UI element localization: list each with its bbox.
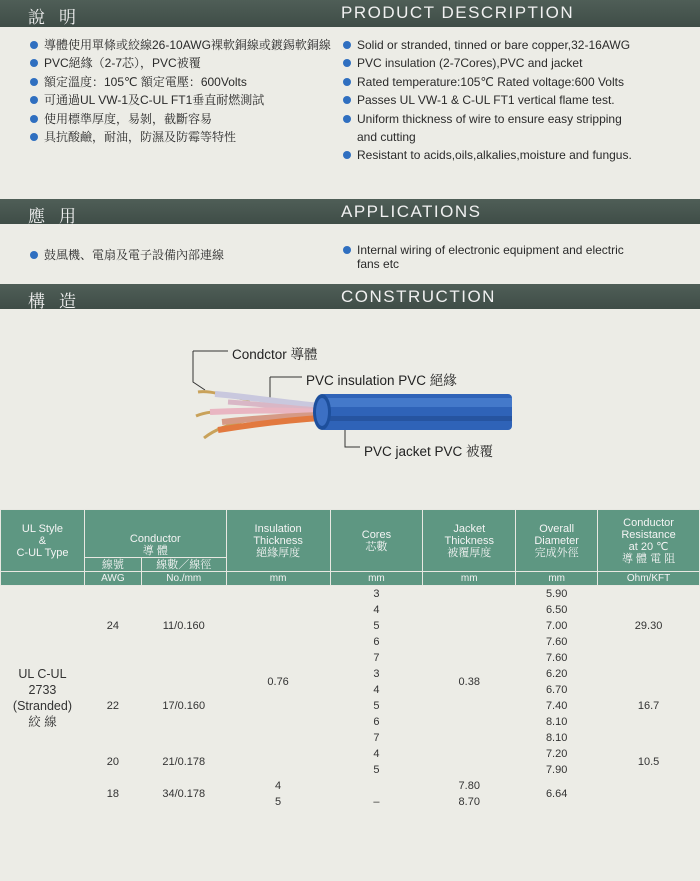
bullet-icon [30,251,38,259]
jacket-dash-cell: – [373,796,380,808]
bullet-icon [343,59,351,67]
applications-title-en: APPLICATIONS [341,202,482,221]
bullet-icon [30,133,38,141]
unit-diameter: mm [516,572,598,586]
insulation-label: PVC insulation PVC 絕緣 [306,373,457,388]
cores-cell: 5 [275,796,282,808]
cores-cell: 7 [373,732,380,744]
description-zh-item [30,73,331,91]
header-jacket: Jacket Thickness 被覆厚度 [423,510,516,572]
diameter-cell: 8.10 [545,732,568,744]
bullet-icon [343,41,351,49]
description-en-text: PVC insulation (2-7Cores),PVC and jacket [357,56,583,71]
strands-cell: 17/0.160 [162,700,206,712]
table-row [1,586,700,603]
description-zh-text: PVC絕緣（2-7芯），PVC被覆 [44,56,201,71]
cores-cell: 4 [373,748,380,760]
gauge-cell: 22 [106,700,119,712]
description-zh-list [30,36,331,146]
description-en-item [343,110,632,128]
applications-zh-text: 鼓風機、電扇及電子設備內部連線 [44,248,225,262]
bullet-icon [343,246,351,254]
bullet-icon [30,41,38,49]
conductor-label: Condctor 導體 [232,347,318,362]
description-en-text: Rated temperature:105℃ Rated voltage:600 Volts [357,74,624,89]
resistance-cell: 16.7 [637,700,660,712]
diameter-cell: 6.70 [545,684,568,696]
description-header-bar [0,0,700,27]
diameter-cell: 7.90 [545,764,568,776]
cores-cell: 4 [373,604,380,616]
style-name-cell: UL C-UL 2733 (Stranded) 絞 線 [12,667,72,729]
spec-table [0,509,700,810]
description-en-item [343,128,632,146]
bullet-icon [30,78,38,86]
description-zh-text: 具抗酸鹼，耐油，防濕及防霉等特性 [44,130,237,145]
diameter-cell: 7.20 [545,748,568,760]
header-conductor: Conductor 導 體 [84,510,226,558]
table-row [1,746,700,762]
applications-en-line-1: Internal wiring of electronic equipment and electric [357,243,624,257]
table-row [1,666,700,682]
description-zh-item [30,54,331,72]
description-zh-item [30,110,331,128]
header-diameter: Overall Diameter 完成外徑 [516,510,598,572]
bullet-icon [343,151,351,159]
header-cores: Cores 芯數 [330,510,423,572]
description-en-item [343,54,632,72]
description-en-text: Solid or stranded, tinned or bare copper,32-16AWG [357,38,631,52]
bullet-icon [30,96,38,104]
cores-cell: 4 [373,684,380,696]
header-strands: 線數／線徑 [141,558,226,572]
diameter-cell: 7.40 [545,700,568,712]
bullet-icon [343,96,351,104]
description-en-item [343,91,632,109]
description-zh-text: 可通過UL VW-1及C-UL FT1垂直耐燃測試 [44,93,265,108]
diameter-cell: 5.90 [545,588,568,600]
header-ul-style: UL Style & C-UL Type [1,510,85,572]
cores-cell: 3 [373,588,380,600]
unit-insulation: mm [226,572,330,586]
strands-cell: 11/0.160 [162,620,205,632]
cores-cell: 5 [373,620,380,632]
strands-cell: 34/0.178 [162,788,206,800]
diameter-cell: 8.70 [458,796,480,808]
insulation-cell: 0.76 [267,676,289,688]
gauge-cell: 18 [106,788,119,800]
description-zh-item [30,36,331,54]
header-insulation: Insulation Thickness 絕緣厚度 [226,510,330,572]
description-zh-item [30,91,331,109]
description-en-text: Uniform thickness of wire to ensure easy stripping [357,111,622,126]
strands-cell: 21/0.178 [162,756,206,768]
description-en-text: Resistant to acids,oils,alkalies,moisture and fungus. [357,148,632,163]
applications-header-bar [0,199,700,227]
unit-jacket: mm [423,572,516,586]
unit-strands: No./mm [141,572,226,586]
description-zh-text: 導體使用單條或絞線26-10AWG裸軟銅線或鍍錫軟銅線 [44,38,331,52]
applications-title-zh: 應用 [28,207,90,227]
resistance-cell: 6.64 [545,788,568,800]
description-en-text: Passes UL VW-1 & C-UL FT1 vertical flame test. [357,93,615,108]
cores-cell: 4 [275,780,282,792]
cable-construction-diagram [0,320,700,480]
cores-cell: 5 [373,700,380,712]
description-en-item [343,146,632,164]
description-title-en: PRODUCT DESCRIPTION [341,3,575,22]
diameter-cell: 7.80 [458,780,480,792]
description-title-zh: 說明 [28,8,90,28]
cores-cell: 6 [373,716,380,728]
header-gauge: 線號 [84,558,141,572]
cores-cell: 6 [373,636,380,648]
construction-header-bar [0,284,700,312]
bullet-icon [30,115,38,123]
diameter-cell: 6.50 [545,604,568,616]
diameter-cell: 7.60 [545,652,568,664]
resistance-cell: 29.30 [634,620,663,632]
jacket-label: PVC jacket PVC 被覆 [364,444,494,459]
cores-cell: 7 [373,652,380,664]
diameter-cell: 7.00 [545,620,568,632]
resistance-cell: 10.5 [637,756,660,768]
table-row [1,778,700,794]
description-en-item [343,36,632,54]
description-en-text: and cutting [357,130,416,145]
applications-en [343,243,624,271]
gauge-cell: 24 [106,620,119,632]
bullet-icon [343,115,351,123]
unit-gauge: AWG [84,572,141,586]
cores-cell: 5 [373,764,380,776]
description-en-item [343,73,632,91]
unit-cores: mm [330,572,423,586]
cores-cell: 3 [373,668,380,680]
description-zh-text: 額定溫度：105℃ 額定電壓：600Volts [44,74,247,89]
gauge-cell: 20 [106,756,119,768]
construction-title-en: CONSTRUCTION [341,287,496,306]
jacket-cell: 0.38 [458,676,480,688]
description-zh-item [30,128,331,146]
bullet-icon [343,78,351,86]
applications-en-line-2: fans etc [357,257,400,271]
unit-resistance: Ohm/KFT [598,572,700,586]
bullet-icon [30,59,38,67]
construction-title-zh: 構造 [28,292,90,312]
diameter-cell: 6.20 [545,668,568,680]
unit-style [1,572,85,586]
applications-zh [30,246,224,264]
description-en-list [343,36,632,165]
header-resistance: Conductor Resistance at 20 ℃ 導 體 電 阻 [598,510,700,572]
diameter-cell: 7.60 [545,636,568,648]
description-zh-text: 使用標準厚度，易剝，截斷容易 [44,111,213,126]
diameter-cell: 8.10 [545,716,568,728]
